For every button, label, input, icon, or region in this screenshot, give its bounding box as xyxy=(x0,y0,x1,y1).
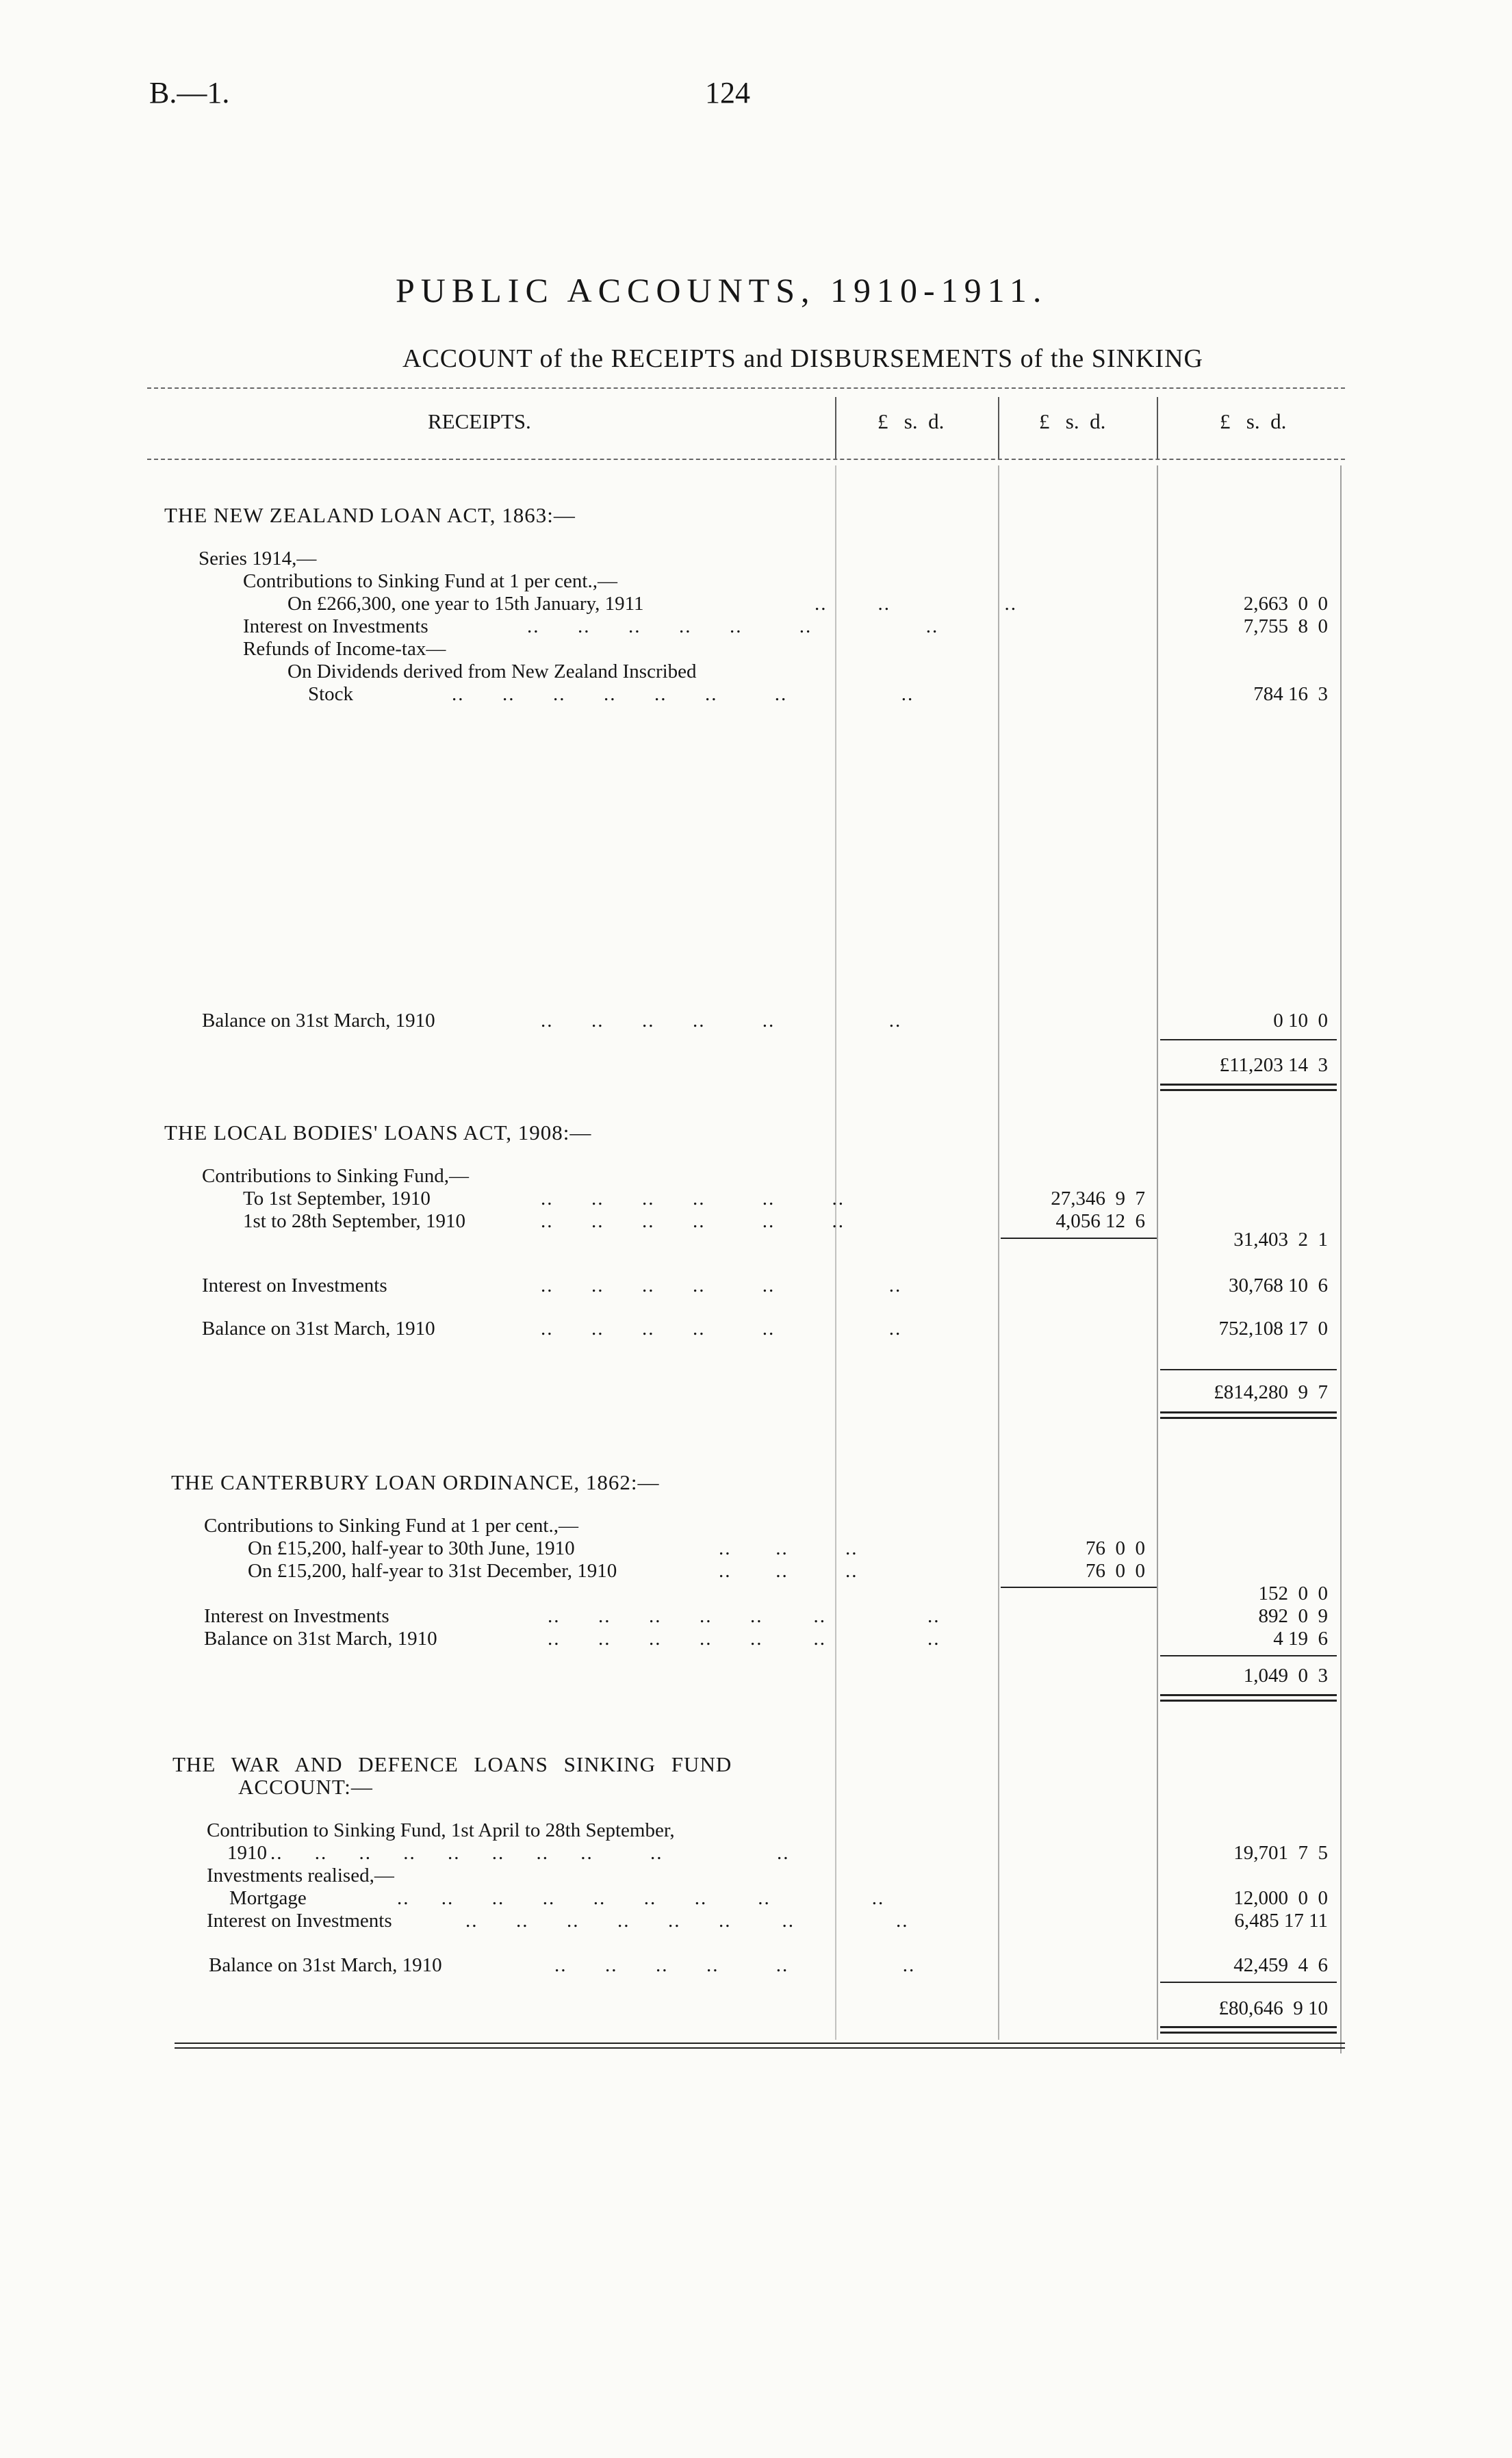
lb-total: £814,280 9 7 xyxy=(1214,1381,1328,1403)
war-contrib: Contribution to Sinking Fund, 1st April to 28th September, xyxy=(207,1819,675,1841)
cant-total-rule xyxy=(1160,1694,1337,1696)
header-bottom-rule xyxy=(147,459,1345,460)
page-number: 124 xyxy=(705,76,750,110)
leader-dots: .. .. .. .. .. .. .. .. xyxy=(465,1910,909,1932)
lb-sept-amount: 4,056 12 6 xyxy=(1055,1210,1145,1232)
leader-dots: .. .. .. xyxy=(719,1537,858,1559)
leader-dots: .. .. .. xyxy=(815,593,1017,615)
leader-dots: .. .. .. xyxy=(719,1560,858,1582)
nz-series: Series 1914,— xyxy=(198,548,317,569)
cant-balance: Balance on 31st March, 1910 xyxy=(204,1628,437,1650)
page-title: PUBLIC ACCOUNTS, 1910-1911. xyxy=(396,271,1048,309)
leader-dots: .. .. .. .. .. .. .. xyxy=(527,615,939,637)
war-balance-amount: 42,459 4 6 xyxy=(1233,1954,1328,1976)
section-title-war-defence-2: ACCOUNT:— xyxy=(238,1775,373,1799)
war-total-rule-2 xyxy=(1160,2032,1337,2034)
section-title-canterbury: THE CANTERBURY LOAN ORDINANCE, 1862:— xyxy=(171,1470,660,1494)
leader-dots: .. .. .. .. .. .. xyxy=(541,1010,902,1032)
nz-interest: Interest on Investments xyxy=(243,615,428,637)
nz-contrib: Contributions to Sinking Fund at 1 per cent.,— xyxy=(243,570,617,592)
cant-interest: Interest on Investments xyxy=(204,1605,389,1627)
leader-dots: .. .. .. .. .. .. .. xyxy=(548,1605,940,1627)
lb-total-rule-2 xyxy=(1160,1417,1337,1419)
nz-on-amount: 2,663 0 0 xyxy=(1243,593,1328,615)
column-header-2: £ s. d. xyxy=(1039,409,1106,433)
lb-contrib: Contributions to Sinking Fund,— xyxy=(202,1165,469,1187)
cant-dec: On £15,200, half-year to 31st December, 1910 xyxy=(248,1560,617,1582)
lb-balance: Balance on 31st March, 1910 xyxy=(202,1318,435,1340)
cant-total: 1,049 0 3 xyxy=(1243,1665,1328,1687)
column-header-3: £ s. d. xyxy=(1220,409,1287,433)
header-divider-2 xyxy=(998,397,999,459)
column-header-receipts: RECEIPTS. xyxy=(428,409,531,433)
nz-balance-amount: 0 10 0 xyxy=(1273,1010,1328,1032)
cant-contrib: Contributions to Sinking Fund at 1 per cent.,— xyxy=(204,1515,578,1537)
table-bottom-rule-2 xyxy=(175,2047,1345,2049)
lb-sept: 1st to 28th September, 1910 xyxy=(243,1210,466,1232)
lb-contrib-total: 31,403 2 1 xyxy=(1233,1229,1328,1251)
lb-sub-rule xyxy=(1001,1238,1157,1239)
lb-balance-amount: 752,108 17 0 xyxy=(1218,1318,1328,1340)
cant-total-rule-2 xyxy=(1160,1700,1337,1702)
page-subtitle: ACCOUNT of the RECEIPTS and DISBURSEMENTS of the SINKING xyxy=(402,344,1203,373)
column-rule-3 xyxy=(1157,465,1158,2040)
war-interest: Interest on Investments xyxy=(207,1910,392,1932)
nz-stock: Stock xyxy=(308,683,354,705)
nz-stock-amount: 784 16 3 xyxy=(1253,683,1328,705)
header-divider-1 xyxy=(835,397,836,459)
cant-sum-rule xyxy=(1160,1655,1337,1656)
section-title-local-bodies: THE LOCAL BODIES' LOANS ACT, 1908:— xyxy=(164,1121,592,1144)
nz-dividends: On Dividends derived from New Zealand Inscribed xyxy=(287,661,697,682)
leader-dots: .. .. .. .. .. .. xyxy=(541,1275,902,1296)
nz-interest-amount: 7,755 8 0 xyxy=(1243,615,1328,637)
nz-total: £11,203 14 3 xyxy=(1219,1054,1328,1076)
leader-dots: .. .. .. .. .. .. xyxy=(541,1210,845,1232)
war-sum-rule xyxy=(1160,1982,1337,1983)
war-mortgage: Mortgage xyxy=(229,1887,307,1909)
war-total-rule xyxy=(1160,2026,1337,2028)
cant-sub-rule xyxy=(1001,1587,1157,1588)
nz-balance: Balance on 31st March, 1910 xyxy=(202,1010,435,1032)
column-header-1: £ s. d. xyxy=(877,409,945,433)
war-interest-amount: 6,485 17 11 xyxy=(1234,1910,1328,1932)
cant-contrib-total: 152 0 0 xyxy=(1258,1583,1328,1604)
cant-dec-amount: 76 0 0 xyxy=(1086,1560,1145,1582)
lb-interest: Interest on Investments xyxy=(202,1275,387,1296)
cant-june: On £15,200, half-year to 30th June, 1910 xyxy=(248,1537,575,1559)
cant-balance-amount: 4 19 6 xyxy=(1273,1628,1328,1650)
leader-dots: .. .. .. .. .. .. .. .. xyxy=(452,683,914,705)
leader-dots: .. .. .. .. .. .. xyxy=(541,1318,902,1340)
lb-interest-amount: 30,768 10 6 xyxy=(1229,1275,1328,1296)
leader-dots: .. .. .. .. .. .. xyxy=(554,1954,916,1976)
leader-dots: .. .. .. .. .. .. .. xyxy=(548,1628,940,1650)
document-code: B.—1. xyxy=(149,76,230,110)
war-mortgage-amount: 12,000 0 0 xyxy=(1233,1887,1328,1909)
cant-june-amount: 76 0 0 xyxy=(1086,1537,1145,1559)
nz-total-rule xyxy=(1160,1084,1337,1086)
war-total: £80,646 9 10 xyxy=(1218,1997,1328,2019)
war-contrib-year: 1910 xyxy=(227,1842,267,1864)
column-rule-2 xyxy=(998,465,999,2040)
table-bottom-rule xyxy=(175,2043,1345,2044)
lb-to-sept-amount: 27,346 9 7 xyxy=(1051,1188,1145,1209)
war-balance: Balance on 31st March, 1910 xyxy=(209,1954,442,1976)
header-divider-3 xyxy=(1157,397,1158,459)
column-rule-4 xyxy=(1340,465,1342,2053)
table-top-rule xyxy=(147,387,1345,389)
section-title-nz-loan: THE NEW ZEALAND LOAN ACT, 1863:— xyxy=(164,503,576,527)
war-realised: Investments realised,— xyxy=(207,1865,394,1886)
lb-sum-rule xyxy=(1160,1369,1337,1370)
nz-total-rule-2 xyxy=(1160,1089,1337,1091)
nz-refunds: Refunds of Income-tax— xyxy=(243,638,446,660)
leader-dots: .. .. .. .. .. .. .. .. .. xyxy=(397,1887,885,1909)
lb-total-rule xyxy=(1160,1411,1337,1413)
leader-dots: .. .. .. .. .. .. xyxy=(541,1188,845,1209)
war-contrib-amount: 19,701 7 5 xyxy=(1233,1842,1328,1864)
section-title-war-defence: THE WAR AND DEFENCE LOANS SINKING FUND xyxy=(172,1752,732,1776)
nz-sum-rule xyxy=(1160,1039,1337,1040)
cant-interest-amount: 892 0 9 xyxy=(1258,1605,1328,1627)
lb-to-sept: To 1st September, 1910 xyxy=(243,1188,431,1209)
nz-on-line: On £266,300, one year to 15th January, 1911 xyxy=(287,593,644,615)
leader-dots: .. .. .. .. .. .. .. .. .. .. xyxy=(270,1842,790,1864)
